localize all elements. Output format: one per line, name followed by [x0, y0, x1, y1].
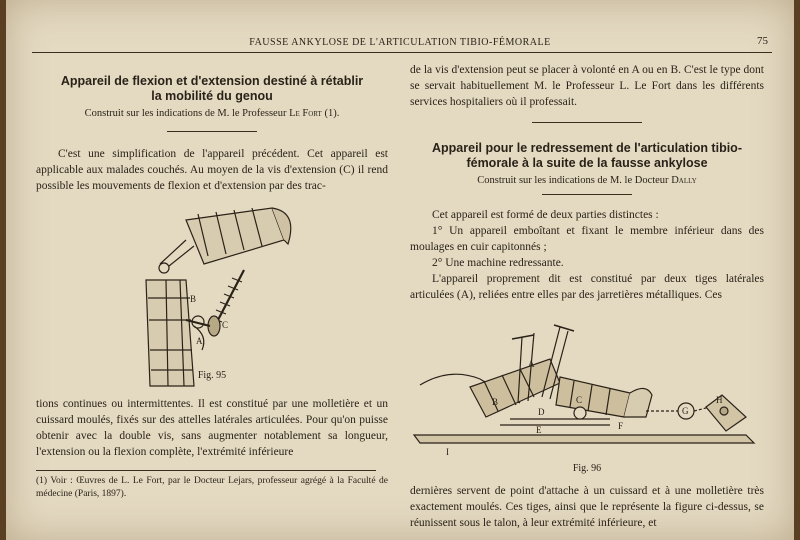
- left-section-title: Appareil de flexion et d'extension destiné à rétablir la mobilité du genou: [60, 74, 364, 103]
- right-paragraph-3: dernières servent de point d'attache à un cuissard et à une molletière très exactement moulés. Ces tiges, ainsi que le représente la figure ci-dessus, se réunissent sous le talon, à leur extrémité inférieure, et: [410, 485, 764, 529]
- figure-95-caption: Fig. 95: [197, 370, 227, 381]
- right-subtitle-name: Dally: [671, 175, 697, 186]
- footnote: (1) Voir : Œuvres de L. Le Fort, par le Docteur Lejars, professeur agrégé à la Faculté de médecine (Paris, 1897).: [36, 476, 388, 499]
- fig95-label-c: C: [222, 320, 229, 330]
- fig96-label-b: B: [492, 397, 499, 407]
- running-head: FAUSSE ANKYLOSE DE L'ARTICULATION TIBIO-FÉMORALE: [249, 37, 551, 48]
- right-list-item-1: 1° Un appareil emboîtant et fixant le membre inférieur dans des moulages en cuir capitonnés ;: [410, 225, 764, 253]
- right-list-item-2: 2° Une machine redressante.: [432, 257, 564, 269]
- figure-95: [36, 200, 388, 392]
- fig96-label-d: D: [538, 407, 545, 417]
- right-subtitle-text: Construit sur les indications de M. le Docteur: [477, 175, 672, 186]
- header-rule: [32, 52, 772, 53]
- fig96-label-f: F: [618, 421, 624, 431]
- right-section-title: Appareil pour le redressement de l'articulation tibio-fémorale à la suite de la fausse ankylose: [432, 141, 742, 170]
- right-paragraph-1: Cet appareil est formé de deux parties distinctes :: [432, 209, 659, 221]
- right-paragraph-2: L'appareil proprement dit est constitué par deux tiges latérales articulées (A), reliées entre elles par des jarretières métalliques. Ces: [410, 273, 764, 301]
- left-subtitle-name: Le Fort: [289, 108, 322, 119]
- page-number: 75: [757, 35, 768, 47]
- right-column: [410, 62, 764, 531]
- fig96-label-a: A: [528, 359, 535, 369]
- left-paragraph-2: tions continues ou intermittentes. Il est constitué par une molletière et un cuissard moulés, fixés sur des attelles latérales articulées. Pour qu'on puisse obtenir avec la double vis, sans augmenter notablement sa longueur, l'extension ou la flexion complète, l'extrémité inférieure: [36, 398, 388, 458]
- fig96-label-i: I: [446, 447, 449, 457]
- left-section-subtitle: [36, 108, 388, 119]
- figure-96: [410, 307, 764, 477]
- footnote-rule: [36, 470, 376, 471]
- right-title-rule: [542, 194, 632, 195]
- left-subtitle-text: Construit sur les indications de M. le Professeur: [84, 108, 290, 119]
- left-paragraph-1: C'est une simplification de l'appareil précédent. Cet appareil est applicable aux malades couchés. Au moyen de la vis d'extension (C) il rend possible les mouvements de flexion et d'extension par des trac-: [36, 148, 388, 192]
- left-column: [36, 62, 388, 501]
- fig96-label-g: G: [682, 406, 689, 416]
- figure-96-caption: Fig. 96: [572, 463, 602, 474]
- right-top-rule: [532, 122, 642, 123]
- figure-96-illustration: [410, 307, 764, 463]
- fig96-label-e: E: [536, 425, 542, 435]
- right-section-subtitle: [410, 175, 764, 186]
- fig95-label-b: B: [190, 294, 197, 304]
- fig96-label-c: C: [576, 395, 583, 405]
- right-paragraph-0: de la vis d'extension peut se placer à volonté en A ou en B. C'est le type dont se servait habituellement M. le Professeur L. Le Fort dans les différents services hospitaliers où il professait.: [410, 64, 764, 108]
- fig95-label-a: A: [196, 336, 203, 346]
- left-title-rule: [167, 131, 257, 132]
- figure-95-illustration: [36, 200, 388, 392]
- book-page: [6, 0, 794, 540]
- fig96-label-h: H: [716, 395, 723, 405]
- left-subtitle-tail: (1).: [321, 108, 340, 119]
